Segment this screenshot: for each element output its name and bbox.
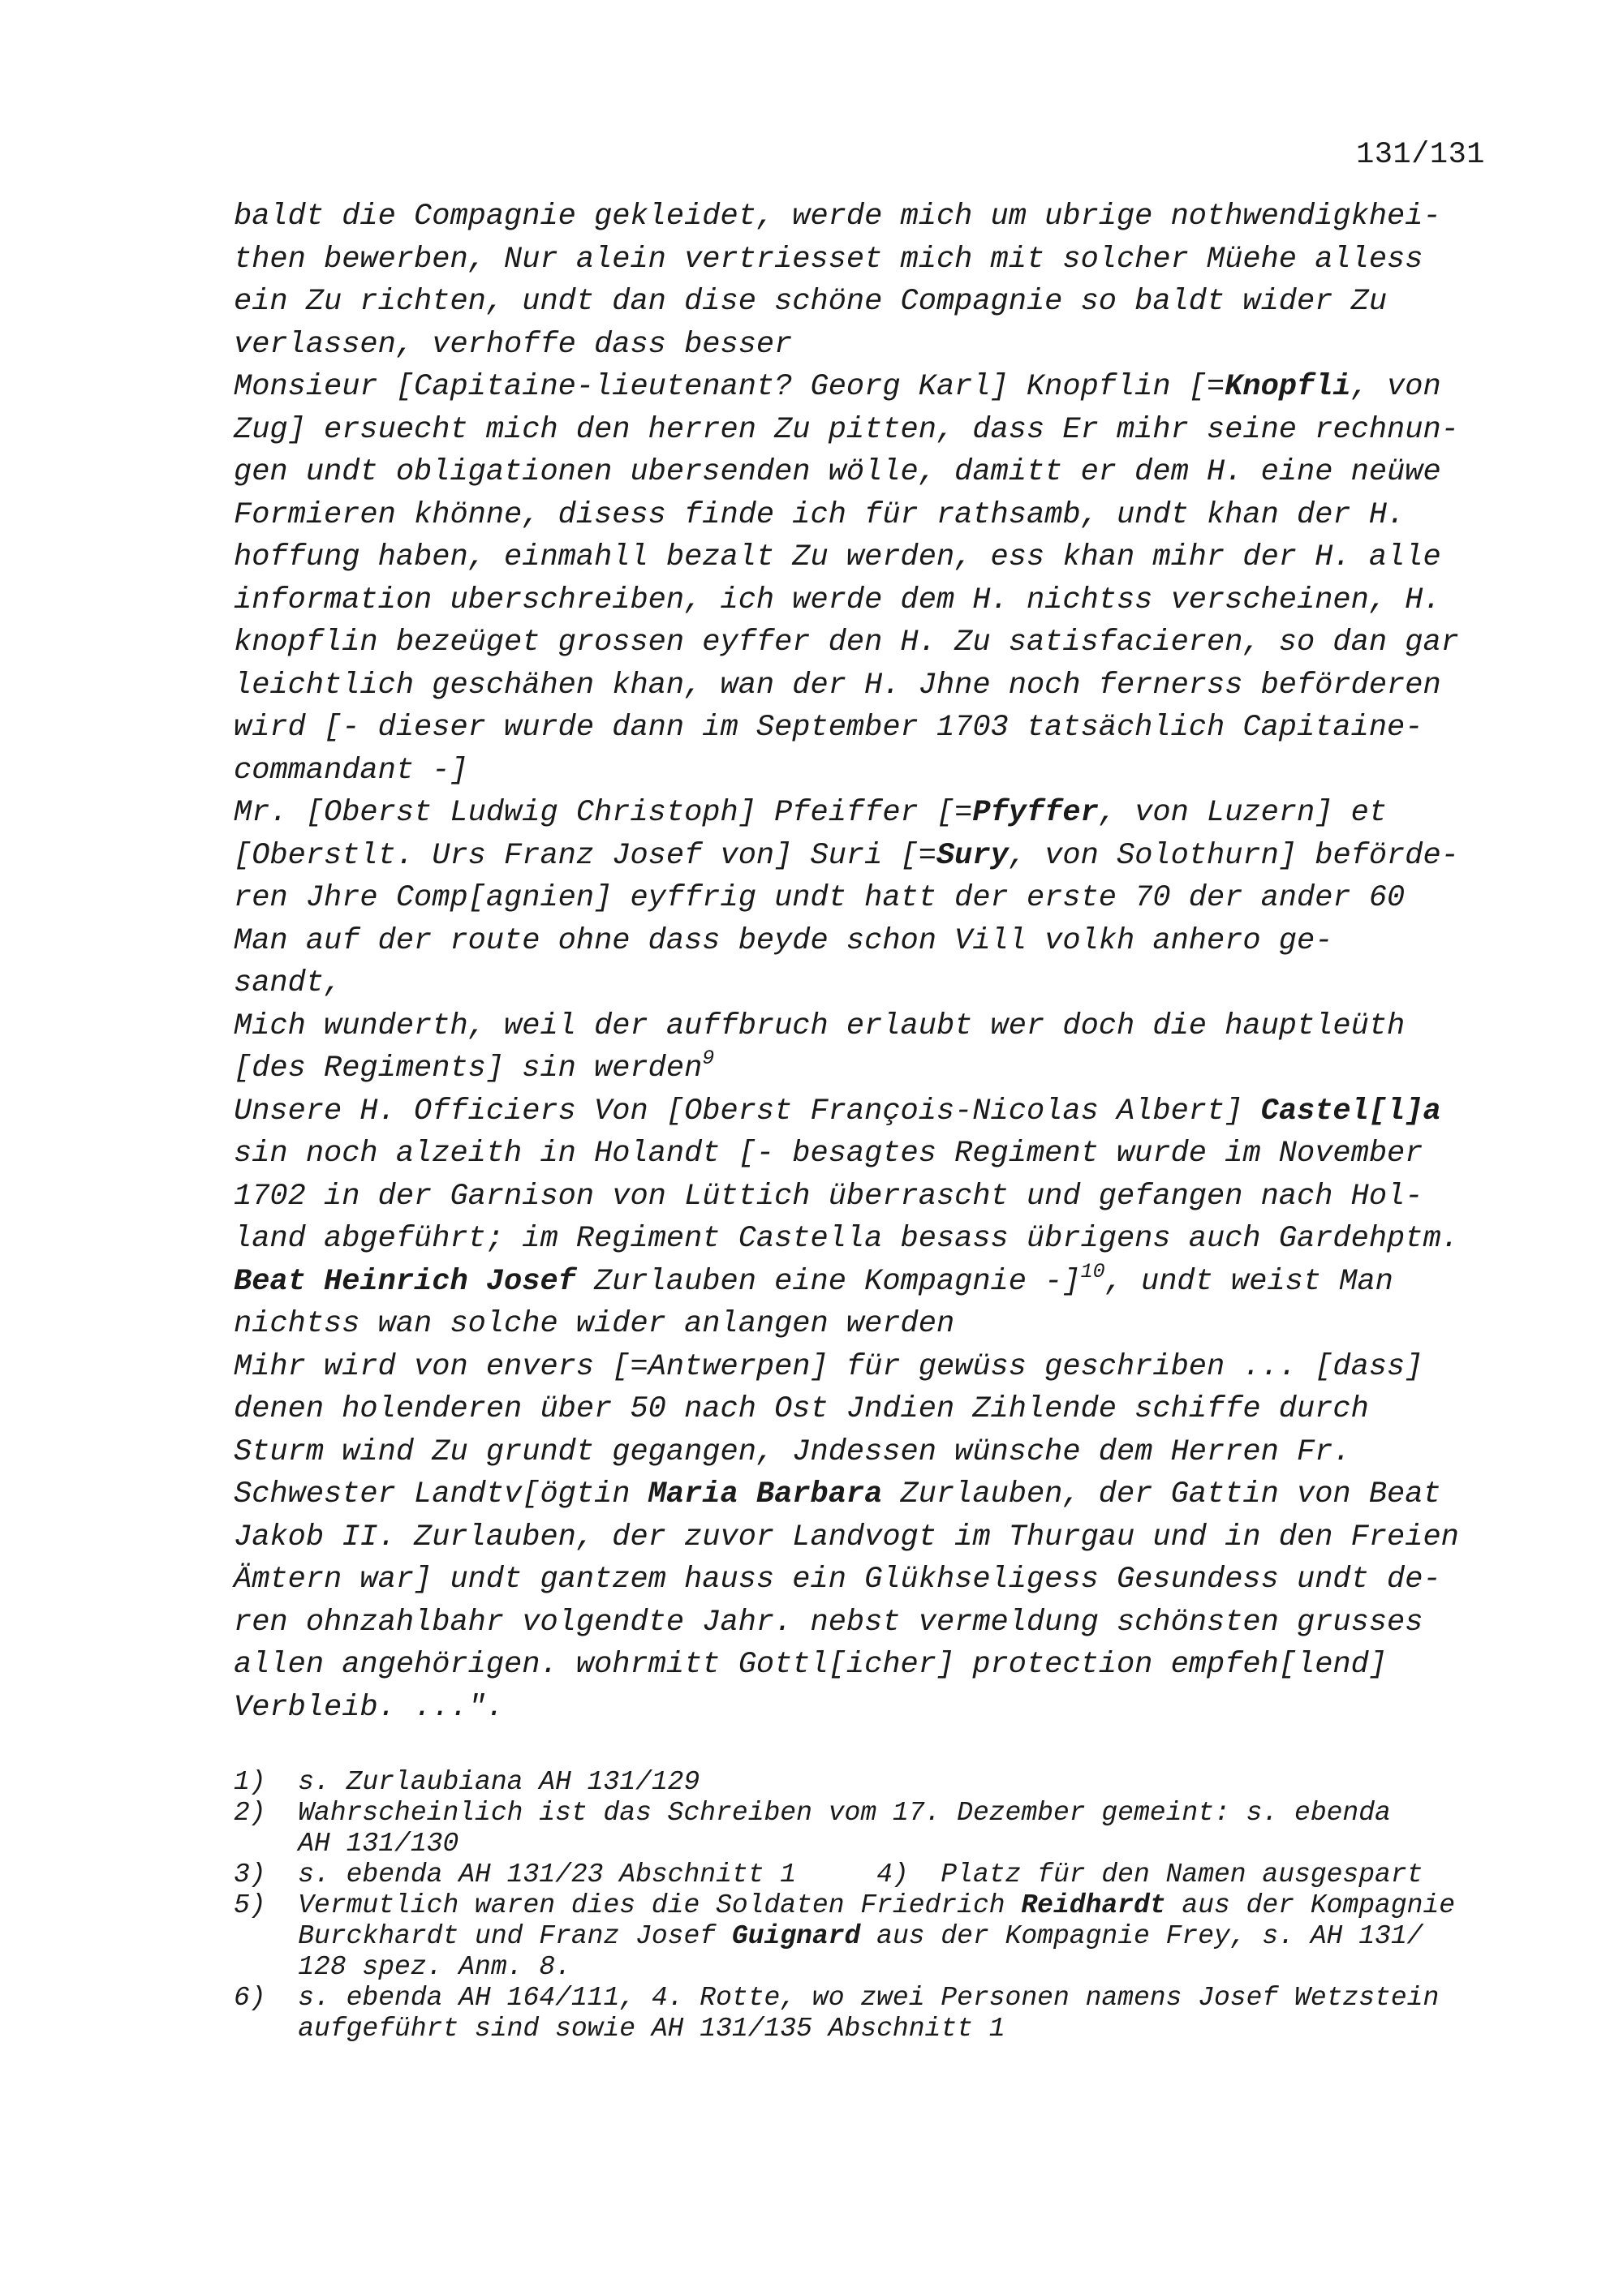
text-run: hoffung haben, einmahll bezalt Zu werden, ess khan mihr der H. alle	[234, 540, 1441, 574]
text-run: 128 spez. Anm. 8.	[234, 1952, 571, 1982]
text-line	[234, 1388, 1500, 1431]
text-run: Man auf der route ohne dass beyde schon Vill volkh anhero ge-	[234, 923, 1333, 958]
text-run: aufgeführt sind sowie AH 131/135 Abschnitt 1	[234, 2014, 1005, 2044]
page-number: 131/131	[1356, 138, 1485, 172]
bold-name: Castel[l]a	[1260, 1094, 1441, 1129]
bold-name: Sury	[936, 838, 1009, 873]
text-run: , von Solothurn] beförde-	[1008, 838, 1459, 873]
footnote-line	[234, 1798, 1500, 1829]
text-run: Schwester Landtv[ögtin	[234, 1477, 648, 1511]
text-run: , undt weist Man	[1104, 1264, 1393, 1299]
text-line	[234, 1005, 1500, 1048]
text-run: , von Luzern] et	[1098, 796, 1388, 830]
text-run: 1702 in der Garnison von Lüttich überrascht und gefangen nach Hol-	[234, 1179, 1423, 1214]
footnote-line	[234, 2014, 1500, 2044]
bold-name: Knopfli	[1225, 370, 1351, 404]
footnote-line	[234, 1952, 1500, 1983]
text-line	[234, 962, 1500, 1005]
text-run: baldt die Compagnie gekleidet, werde mich um ubrige nothwendigkhei-	[234, 200, 1441, 234]
text-run: Sturm wind Zu grundt gegangen, Jndessen wünsche dem Herren Fr.	[234, 1434, 1351, 1469]
footnote-line	[234, 1829, 1500, 1860]
text-line	[234, 621, 1500, 664]
text-line	[234, 536, 1500, 579]
footnote-line	[234, 1860, 1500, 1890]
text-run: Mich wunderth, weil der auffbruch erlaubt wer doch die hauptleüth	[234, 1008, 1406, 1043]
text-run: Zug] ersuecht mich den herren Zu pitten, dass Er mihr seine rechnun-	[234, 412, 1459, 447]
text-line	[234, 1602, 1500, 1645]
text-line	[234, 1431, 1500, 1474]
text-line	[234, 920, 1500, 963]
bold-name: Pfyffer	[972, 796, 1099, 830]
text-line	[234, 1559, 1500, 1602]
text-run: sandt,	[234, 966, 342, 1000]
text-run: nichtss wan solche wider anlangen werden	[234, 1307, 955, 1341]
footnote-line	[234, 1983, 1500, 2014]
text-line	[234, 1133, 1500, 1176]
text-line	[234, 366, 1500, 409]
text-run: Unsere H. Officiers Von [Oberst François-Nicolas Albert]	[234, 1094, 1261, 1129]
text-line	[234, 409, 1500, 452]
text-line	[234, 1047, 1500, 1090]
text-line	[234, 835, 1500, 878]
text-line	[234, 1473, 1500, 1516]
bold-name: Guignard	[731, 1921, 861, 1951]
text-run: then bewerben, Nur alein vertriesset mich mit solcher Müehe alless	[234, 242, 1423, 277]
text-line	[234, 324, 1500, 367]
text-line	[234, 1516, 1500, 1559]
text-run: ren Jhre Comp[agnien] eyffrig undt hatt der erste 70 der ander 60	[234, 881, 1406, 915]
text-run: Burckhardt und Franz Josef	[234, 1921, 732, 1951]
text-run: 5) Vermutlich waren dies die Soldaten Friedrich	[234, 1890, 1022, 1920]
text-line	[234, 877, 1500, 920]
text-line	[234, 1090, 1500, 1133]
text-line	[234, 1687, 1500, 1730]
text-run: Monsieur [Capitaine-lieutenant? Georg Karl] Knopflin [=	[234, 370, 1225, 404]
footnotes	[234, 1767, 1500, 2044]
text-line	[234, 1218, 1500, 1261]
bold-name: Beat Heinrich Josef	[234, 1264, 576, 1299]
text-run: Zurlauben, der Gattin von Beat	[882, 1477, 1441, 1511]
text-run: aus der Kompagnie	[1165, 1890, 1456, 1920]
text-line	[234, 451, 1500, 494]
footnote-line	[234, 1921, 1500, 1952]
text-run: leichtlich geschähen khan, wan der H. Jhne noch fernerss beförderen	[234, 668, 1441, 703]
text-line	[234, 792, 1500, 835]
text-run: verlassen, verhoffe dass besser	[234, 327, 793, 362]
text-run: Mr. [Oberst Ludwig Christoph] Pfeiffer [=	[234, 796, 973, 830]
text-run: [Oberstlt. Urs Franz Josef von] Suri [=	[234, 838, 936, 873]
text-run: knopflin bezeüget grossen eyffer den H. Zu satisfacieren, so dan gar	[234, 626, 1459, 660]
text-line	[234, 239, 1500, 282]
text-run: 6) s. ebenda AH 164/111, 4. Rotte, wo zwei Personen namens Josef Wetzstein	[234, 1983, 1440, 2013]
text-run: , von	[1350, 370, 1441, 404]
text-line	[234, 196, 1500, 239]
text-line	[234, 1644, 1500, 1687]
text-run: wird [- dieser wurde dann im September 1703 tatsächlich Capitaine-	[234, 711, 1423, 745]
document-body	[234, 196, 1500, 1729]
text-run: ein Zu richten, undt dan dise schöne Compagnie so baldt wider Zu	[234, 285, 1388, 319]
bold-name: Maria Barbara	[648, 1477, 883, 1511]
text-run: Ämtern war] undt gantzem hauss ein Glükhseligess Gesundess undt de-	[234, 1563, 1441, 1597]
text-line	[234, 664, 1500, 707]
text-run: denen holenderen über 50 nach Ost Jndien Zihlende schiffe durch	[234, 1392, 1369, 1426]
text-run: ren ohnzahlbahr volgendte Jahr. nebst vermeldung schönsten grusses	[234, 1605, 1423, 1640]
text-run: Formieren khönne, disess finde ich für rathsamb, undt khan der H.	[234, 497, 1406, 532]
text-line	[234, 750, 1500, 793]
text-run: 2) Wahrscheinlich ist das Schreiben vom 17. Dezember gemeint: s. ebenda	[234, 1798, 1391, 1828]
footnote-line	[234, 1890, 1500, 1921]
bold-name: Reidhardt	[1021, 1890, 1166, 1920]
text-line	[234, 281, 1500, 324]
footnote-ref: 9	[702, 1047, 715, 1070]
text-line	[234, 1346, 1500, 1389]
text-run: [des Regiments] sin werden	[234, 1051, 703, 1086]
text-run: information uberschreiben, ich werde dem H. nichtss verscheinen, H.	[234, 583, 1441, 617]
text-line	[234, 579, 1500, 622]
text-run: Zurlauben eine Kompagnie -]	[575, 1264, 1081, 1299]
text-line	[234, 494, 1500, 537]
text-run: AH 131/130	[234, 1829, 459, 1859]
text-run: allen angehörigen. wohrmitt Gottl[icher] protection empfeh[lend]	[234, 1648, 1388, 1682]
text-run: land abgeführt; im Regiment Castella besass übrigens auch Gardehptm.	[234, 1222, 1459, 1256]
text-run: Mihr wird von envers [=Antwerpen] für gewüss geschriben ... [dass]	[234, 1349, 1423, 1384]
text-line	[234, 707, 1500, 750]
text-line	[234, 1261, 1500, 1304]
text-run: 1) s. Zurlaubiana AH 131/129	[234, 1767, 700, 1797]
text-run: 3) s. ebenda AH 131/23 Abschnitt 1 4) Platz für den Namen ausgespart	[234, 1860, 1423, 1890]
footnote-line	[234, 1767, 1500, 1798]
text-run: gen undt obligationen ubersenden wölle, damitt er dem H. eine neüwe	[234, 455, 1441, 489]
text-line	[234, 1303, 1500, 1346]
text-run: Verbleib. ...".	[234, 1690, 505, 1725]
text-run: Jakob II. Zurlauben, der zuvor Landvogt im Thurgau und in den Freien	[234, 1520, 1459, 1554]
text-run: commandant -]	[234, 753, 468, 788]
text-line	[234, 1176, 1500, 1219]
text-run: sin noch alzeith in Holandt [- besagtes Regiment wurde im November	[234, 1137, 1423, 1171]
footnote-ref: 10	[1080, 1259, 1105, 1283]
text-run: aus der Kompagnie Frey, s. AH 131/	[860, 1921, 1423, 1951]
